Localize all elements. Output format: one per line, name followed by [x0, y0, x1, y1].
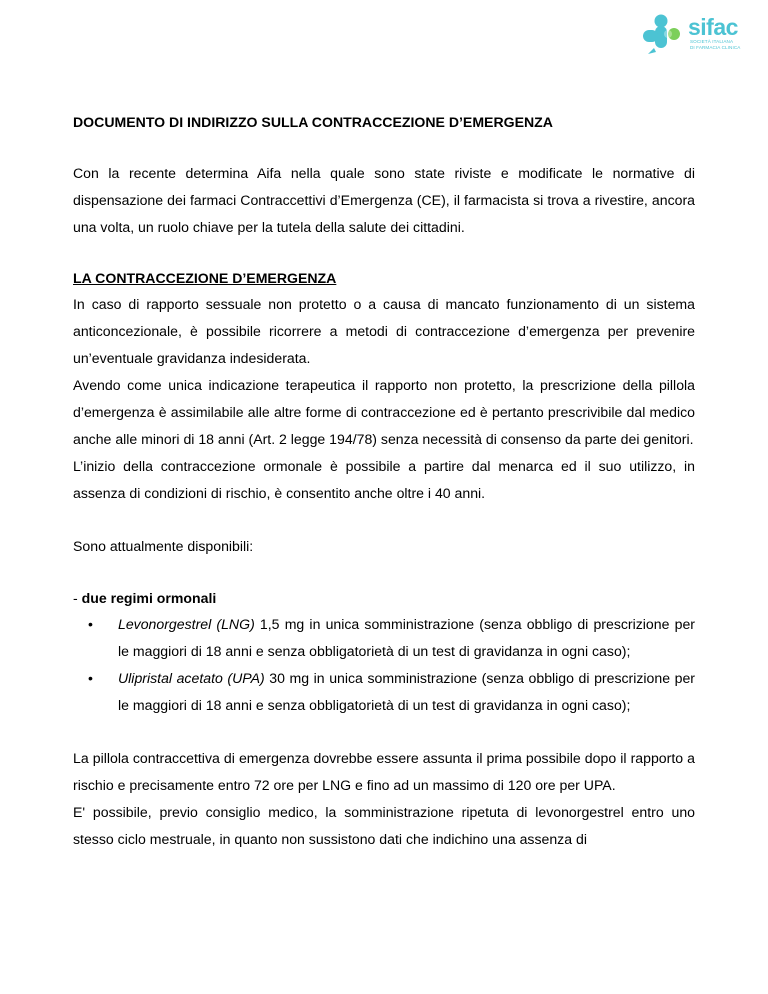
paragraph-2: Avendo come unica indicazione terapeutica il rapporto non protetto, la prescrizione della pillola d’emergenza è assimilabile alle altre forme di contraccezione ed è pertanto prescrivibile dal medico anche alle minori di 18 anni (Art. 2 legge 194/78) senza necessità di consenso da parte dei genitori.	[73, 377, 695, 447]
section-heading: LA CONTRACCEZIONE D’EMERGENZA	[73, 270, 337, 286]
logo-subtitle-line2: DI FARMACIA CLINICA	[690, 44, 741, 50]
logo-subtitle	[690, 39, 740, 50]
drug-description: 30 mg in unica somministrazione (senza obbligo di prescrizione per le maggiori di 18 anni e senza obbligatorietà di un test di gravidanza in ogni caso);	[118, 670, 695, 713]
regimes-heading	[73, 585, 695, 611]
list-item	[73, 611, 695, 665]
bullet-icon: •	[88, 670, 93, 686]
intro-paragraph: Con la recente determina Aifa nella quale sono state riviste e modificate le normative di dispensazione dei farmaci Contraccettivi d’Emergenza (CE), il farmacista si trova a rivestire, ancora una volta, un ruolo chiave per la tutela della salute dei cittadini.	[73, 165, 695, 235]
drug-name: Levonorgestrel (LNG)	[118, 616, 255, 632]
logo-wordmark: sifac	[688, 14, 738, 40]
list-item	[73, 665, 695, 719]
paragraph-4: La pillola contraccettiva di emergenza dovrebbe essere assunta il prima possibile dopo il rapporto a rischio e precisamente entro 72 ore per LNG e fino ad un massimo di 120 ore per UPA.	[73, 750, 695, 793]
sifac-logo	[640, 12, 752, 56]
drug-description: 1,5 mg in unica somministrazione (senza obbligo di prescrizione per le maggiori di 18 anni e senza obbligatorietà di un test di gravidanza in ogni caso);	[118, 616, 695, 659]
paragraph-3: L’inizio della contraccezione ormonale è possibile a partire dal menarca ed il suo utilizzo, in assenza di condizioni di rischio, è consentito anche oltre i 40 anni.	[73, 458, 695, 501]
document-body	[73, 110, 695, 853]
regimes-prefix: -	[73, 590, 82, 606]
regimes-list	[73, 611, 695, 719]
regimes-label: due regimi ormonali	[81, 590, 217, 606]
bullet-icon: •	[88, 616, 93, 632]
paragraph-5: E' possibile, previo consiglio medico, la somministrazione ripetuta di levonorgestrel entro uno stesso ciclo mestruale, in quanto non sussistono dati che indichino una assenza di	[73, 804, 695, 847]
document-title: DOCUMENTO DI INDIRIZZO SULLA CONTRACCEZIONE D’EMERGENZA	[73, 114, 553, 130]
cross-logo-icon	[640, 12, 684, 56]
logo-subtitle-line1: SOCIETÀ ITALIANA	[690, 39, 734, 44]
available-intro: Sono attualmente disponibili:	[73, 538, 254, 554]
paragraph-1: In caso di rapporto sessuale non protetto o a causa di mancato funzionamento di un sistema anticoncezionale, è possibile ricorrere a metodi di contraccezione d’emergenza per prevenire un’eventuale gravidanza indesiderata.	[73, 296, 695, 366]
drug-name: Ulipristal acetato (UPA)	[118, 670, 265, 686]
